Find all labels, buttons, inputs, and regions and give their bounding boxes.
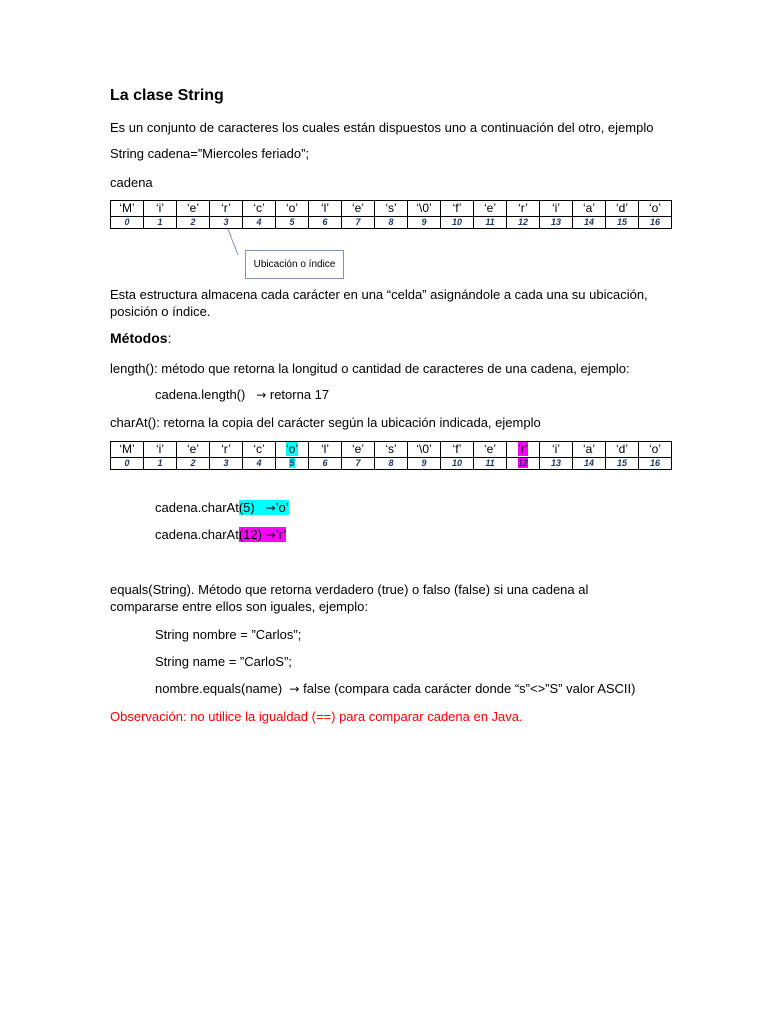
index-row (111, 458, 672, 470)
char-cell: ‘a’ (573, 201, 606, 217)
charat-example-1-result: ’o’ (275, 500, 289, 515)
index-cell: 4 (243, 217, 276, 229)
char-cell: ‘s’ (375, 442, 408, 458)
index-highlight: 12 (517, 458, 528, 468)
index-cell: 4 (243, 458, 276, 470)
index-cell: 11 (474, 458, 507, 470)
char-cell: ‘d’ (606, 442, 639, 458)
index-cell (507, 458, 540, 470)
char-cell: ‘s’ (375, 201, 408, 217)
index-cell: 10 (441, 217, 474, 229)
char-cell: ‘l’ (309, 201, 342, 217)
index-cell: 15 (606, 458, 639, 470)
char-cell: ‘e’ (342, 442, 375, 458)
index-cell: 2 (177, 458, 210, 470)
char-cell: ‘e’ (474, 201, 507, 217)
arrow-right-icon: → (289, 682, 300, 696)
index-cell: 6 (309, 217, 342, 229)
char-row (111, 201, 672, 217)
variable-label: cadena (110, 175, 153, 190)
char-cell: ‘a’ (573, 442, 606, 458)
char-cell: ‘e’ (177, 201, 210, 217)
charat-example-1 (155, 499, 289, 517)
index-cell: 6 (309, 458, 342, 470)
intro-paragraph: Es un conjunto de caracteres los cuales están dispuestos uno a continuación del otro, ejemplo (110, 120, 654, 135)
char-cell: ‘c’ (243, 442, 276, 458)
char-cell: ‘r’ (210, 442, 243, 458)
declaration-line: String cadena=”Miercoles feriado”; (110, 146, 310, 161)
length-example-result: retorna 17 (269, 387, 330, 402)
charat-example-1-arg: (5) (238, 500, 255, 515)
equals-example-3-code: nombre.equals(name) (155, 681, 283, 696)
charat-example-2-highlight (239, 527, 286, 542)
char-cell (507, 442, 540, 458)
equals-example-1: String nombre = ”Carlos”; (155, 627, 302, 642)
char-cell: ‘i’ (144, 201, 177, 217)
methods-heading (110, 330, 171, 346)
char-cell: ‘f’ (441, 442, 474, 458)
char-cell: ‘r’ (210, 201, 243, 217)
index-cell: 15 (606, 217, 639, 229)
char-cell: ‘e’ (342, 201, 375, 217)
length-description: length(): método que retorna la longitud o cantidad de caracteres de una cadena, ejemplo: (110, 361, 630, 376)
index-cell: 5 (276, 217, 309, 229)
char-table-1 (110, 200, 672, 229)
index-cell: 7 (342, 217, 375, 229)
index-cell: 9 (408, 217, 441, 229)
charat-example-1-code: cadena.charAt (155, 500, 239, 515)
index-cell: 11 (474, 217, 507, 229)
char-cell: ‘e’ (474, 442, 507, 458)
charat-example-2 (155, 526, 286, 544)
char-cell: ‘\0’ (408, 442, 441, 458)
index-cell: 3 (210, 458, 243, 470)
index-cell: 14 (573, 458, 606, 470)
index-cell: 0 (111, 217, 144, 229)
char-cell: ‘o’ (276, 201, 309, 217)
index-cell: 13 (540, 217, 573, 229)
equals-example-3 (155, 680, 635, 698)
char-cell: ‘d’ (606, 201, 639, 217)
index-cell: 3 (210, 217, 243, 229)
index-cell: 9 (408, 458, 441, 470)
charat-example-2-code: cadena.charAt (155, 527, 239, 542)
char-cell (276, 442, 309, 458)
index-cell: 8 (375, 458, 408, 470)
charat-description: charAt(): retorna la copia del carácter según la ubicación indicada, ejemplo (110, 415, 541, 430)
index-cell: 1 (144, 217, 177, 229)
equals-example-3-result: false (compara cada carácter donde “s”<>”S” valor ASCII) (303, 681, 636, 696)
char-cell: ‘i’ (144, 442, 177, 458)
arrow-right-icon: → (256, 388, 267, 402)
index-cell: 10 (441, 458, 474, 470)
equals-description-line2: compararse entre ellos son iguales, ejemplo: (110, 599, 368, 614)
index-cell: 16 (639, 217, 672, 229)
observation-note: Observación: no utilice la igualdad (==) para comparar cadena en Java. (110, 709, 523, 724)
char-cell: ‘f’ (441, 201, 474, 217)
charat-example-1-highlight (239, 500, 289, 515)
index-cell (276, 458, 309, 470)
char-cell: ‘M’ (111, 201, 144, 217)
char-cell: ‘o’ (639, 201, 672, 217)
index-cell: 16 (639, 458, 672, 470)
char-row (111, 442, 672, 458)
structure-paragraph-line2: posición o índice. (110, 304, 211, 319)
length-example-code: cadena.length() (155, 387, 246, 402)
char-cell: ‘M’ (111, 442, 144, 458)
index-cell: 14 (573, 217, 606, 229)
methods-label: Métodos (110, 330, 168, 346)
index-highlight: 5 (289, 458, 295, 468)
char-table-2 (110, 441, 672, 470)
index-cell: 1 (144, 458, 177, 470)
char-cell: ‘o’ (639, 442, 672, 458)
char-cell: ‘e’ (177, 442, 210, 458)
charat-example-2-arg: (12) (238, 527, 262, 542)
index-cell: 12 (507, 217, 540, 229)
char-cell: ‘c’ (243, 201, 276, 217)
structure-paragraph-line1: Esta estructura almacena cada carácter en una “celda” asignándole a cada una su ubicación, (110, 287, 648, 302)
char-cell: ‘i’ (540, 201, 573, 217)
index-cell: 2 (177, 217, 210, 229)
char-highlight: ‘r’ (518, 442, 528, 456)
length-example (155, 386, 329, 404)
page-title: La clase String (110, 87, 224, 104)
char-cell: ‘\0’ (408, 201, 441, 217)
methods-colon: : (167, 330, 172, 346)
index-cell: 13 (540, 458, 573, 470)
equals-description-line1: equals(String). Método que retorna verdadero (true) o falso (false) si una cadena al (110, 582, 589, 597)
char-cell: ‘r’ (507, 201, 540, 217)
index-cell: 8 (375, 217, 408, 229)
char-cell: ‘i’ (540, 442, 573, 458)
char-highlight: ‘o’ (285, 442, 298, 456)
charat-example-2-result: ’r’ (275, 527, 287, 542)
arrow-right-icon: → (265, 501, 276, 515)
callout-box: Ubicación o índice (245, 250, 344, 279)
arrow-right-icon: → (265, 528, 276, 542)
char-cell: ‘l’ (309, 442, 342, 458)
equals-example-2: String name = ”CarloS”; (155, 654, 292, 669)
index-cell: 7 (342, 458, 375, 470)
index-row (111, 217, 672, 229)
index-cell: 0 (111, 458, 144, 470)
